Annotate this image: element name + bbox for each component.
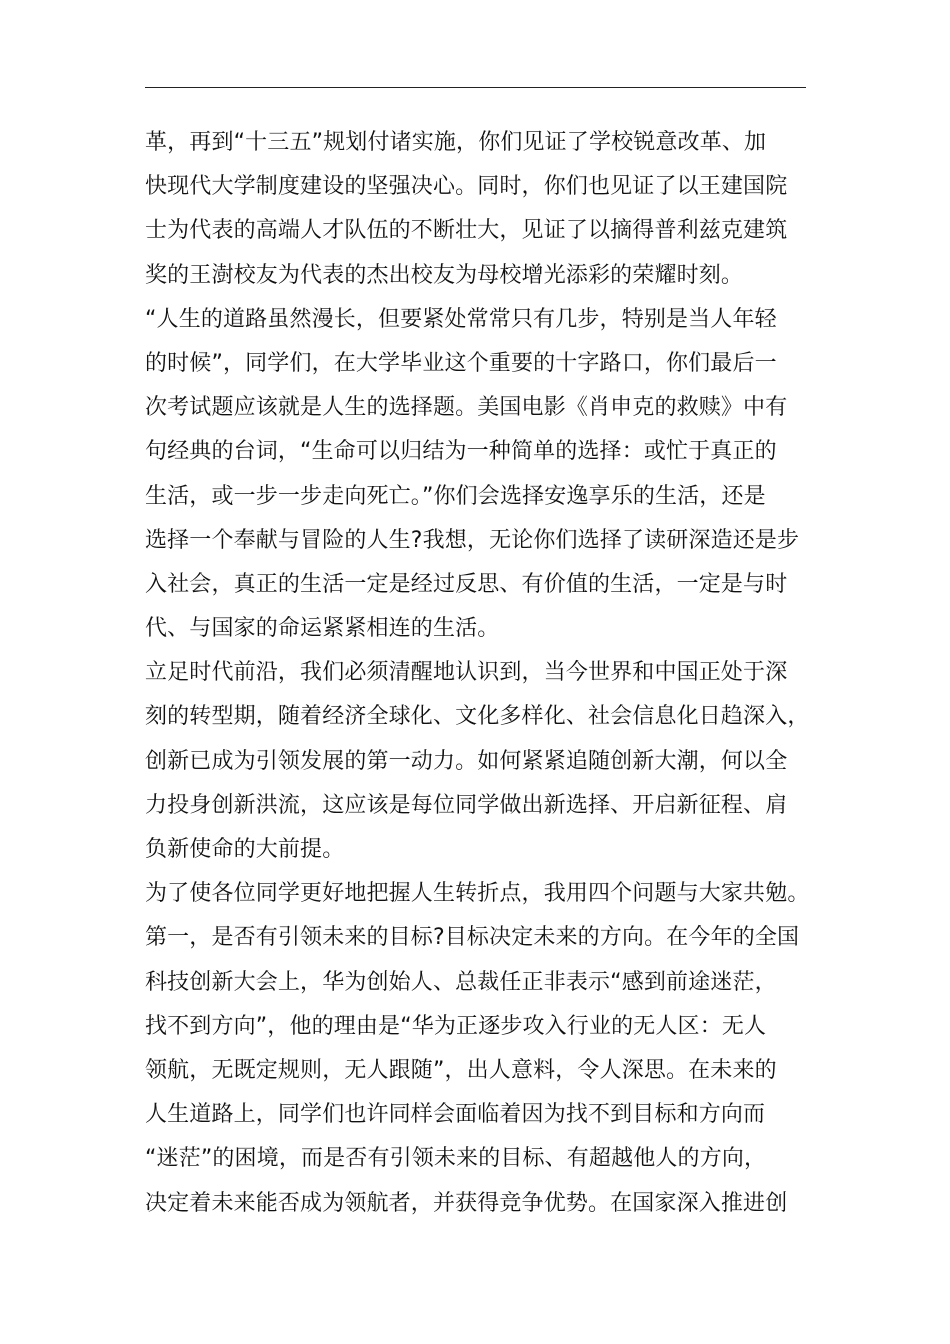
text-line: 入社会，真正的生活一定是经过反思、有价值的生活，一定是与时 (145, 571, 788, 597)
text-line: 士为代表的高端人才队伍的不断壮大，见证了以摘得普利兹克建筑 (145, 218, 788, 244)
text-line: 次考试题应该就是人生的选择题。美国电影《肖申克的救赎》中有 (145, 395, 788, 421)
header-rule (145, 87, 806, 88)
text-line: 为了使各位同学更好地把握人生转折点，我用四个问题与大家共勉。 (145, 881, 810, 907)
text-line: “迷茫”的困境，而是否有引领未来的目标、有超越他人的方向， (145, 1146, 767, 1172)
text-line: 选择一个奉献与冒险的人生?我想，无论你们选择了读研深造还是步 (145, 527, 800, 553)
text-line: 决定着未来能否成为领航者，并获得竞争优势。在国家深入推进创 (145, 1190, 788, 1216)
text-line: 句经典的台词，“生命可以归结为一种简单的选择：或忙于真正的 (145, 439, 777, 465)
text-line: 找不到方向”，他的理由是“华为正逐步攻入行业的无人区：无人 (145, 1013, 767, 1039)
text-line: 第一，是否有引领未来的目标?目标决定未来的方向。在今年的全国 (145, 925, 800, 951)
text-line: 刻的转型期，随着经济全球化、文化多样化、社会信息化日趋深入， (145, 704, 810, 730)
text-line: 负新使命的大前提。 (145, 837, 345, 862)
text-line: 创新已成为引领发展的第一动力。如何紧紧追随创新大潮，何以全 (145, 748, 788, 774)
text-line: 快现代大学制度建设的坚强决心。同时，你们也见证了以王建国院 (145, 174, 788, 200)
text-line: 领航，无既定规则，无人跟随”，出人意料，令人深思。在未来的 (145, 1057, 777, 1083)
text-line: 力投身创新洪流，这应该是每位同学做出新选择、开启新征程、肩 (145, 792, 788, 818)
text-line: 立足时代前沿，我们必须清醒地认识到，当今世界和中国正处于深 (145, 660, 788, 686)
text-line: 的时候”，同学们，在大学毕业这个重要的十字路口，你们最后一 (145, 350, 777, 376)
document-body (145, 121, 815, 1226)
text-line: 科技创新大会上，华为创始人、总裁任正非表示“感到前途迷茫， (145, 969, 777, 995)
text-line: 人生道路上，同学们也许同样会面临着因为找不到目标和方向而 (145, 1102, 766, 1128)
text-line: 代、与国家的命运紧紧相连的生活。 (145, 616, 500, 642)
text-line: 生活，或一步一步走向死亡。”你们会选择安逸享乐的生活，还是 (145, 483, 766, 509)
text-line: 奖的王澍校友为代表的杰出校友为母校增光添彩的荣耀时刻。 (145, 262, 744, 288)
text-line: “人生的道路虽然漫长，但要紧处常常只有几步，特别是当人年轻 (145, 306, 777, 332)
text-line: 革，再到“十三五”规划付诸实施，你们见证了学校锐意改革、加 (145, 130, 767, 155)
